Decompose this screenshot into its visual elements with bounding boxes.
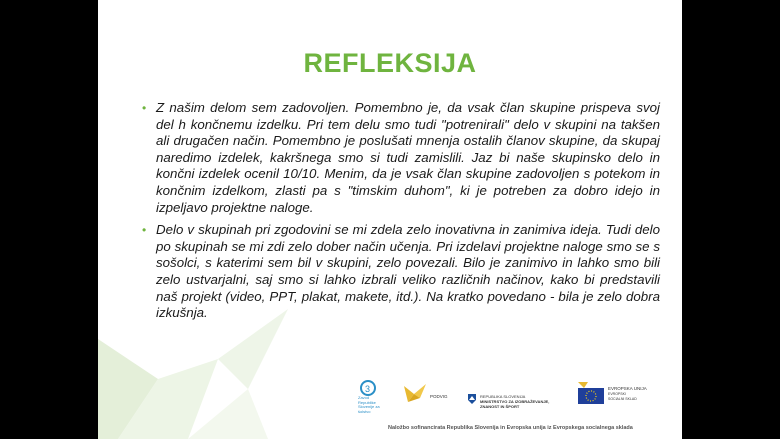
origami-crane-icon: [402, 382, 428, 404]
ministry-line-2: MINISTRSTVO ZA IZOBRAŽEVANJE,: [480, 399, 550, 404]
footer-funding-note: Naložbo sofinancirata Republika Slovenija in Evropska unija iz Evropskega socialnega sklada: [388, 425, 633, 431]
ministry-line-3: ZNANOST IN ŠPORT: [480, 404, 520, 409]
zavod-logo: [358, 380, 398, 414]
ministry-line-1: REPUBLIKA SLOVENIJA: [480, 394, 526, 399]
slide-title: REFLEKSIJA: [303, 48, 477, 78]
eu-flag-icon: [578, 382, 604, 404]
bullet-item: [142, 100, 660, 216]
bullet-dot-icon: •: [142, 223, 147, 238]
podvig-label: PODVIG: [430, 394, 448, 399]
eu-line-3: SOCIALNI SKLAD: [608, 396, 637, 401]
bullet-text: Z našim delom sem zadovoljen. Pomembno je, da vsak član skupine prispeva svoj del h končnemu izdelku. Pri tem delu smo tudi "potrenirali" delo v skupini na takšen ali drugačen način. Pomembno je poslušati mnenja ostalih članov skupine, da skupaj naredimo izdelek, kakršnega smo si tudi zamislili. Jaz bi naše skupinsko delo in končni izdelek ocenil 10/10. Menim, da je vsak član skupine zadovoljen s potekom in končnim izdelkom, zlasti pa s "timskim duhom", ki je potreben za dobro idejo in izpeljavo projektne naloge.: [156, 100, 660, 215]
eu-line-1: EVROPSKA UNIJA: [608, 386, 647, 391]
bullet-dot-icon: •: [142, 101, 147, 115]
zavod-icon: [360, 380, 376, 396]
slide: [98, 0, 682, 439]
slovenia-coat-of-arms-icon: [468, 394, 476, 404]
podvig-logo: [402, 382, 448, 409]
bullet-list: [142, 100, 660, 328]
bullet-text: Delo v skupinah pri zgodovini se mi zdela zelo inovativna in zanimiva ideja. Tudi delo po skupinah se mi zdi zelo dober način učenja. Pri izdelavi projektne naloge smo se s sošolci, s katerimi sem bil v skupini, zelo povezali. Bilo je zanimivo in lahko smo bili zelo ustvarjalni, saj smo si lahko izbrali veliko različnih načinov, kako bi predstavili naš projekt (video, PPT, plakat, makete, itd.). Na kratko povedano - bila je zelo dobra izkušnja.: [156, 222, 660, 321]
bullet-item: [142, 222, 660, 322]
eu-logo: [578, 382, 647, 409]
zavod-label: Zavod Republike Slovenije za šolstvo: [358, 395, 380, 414]
eu-line-2: EVROPSKI: [608, 392, 626, 396]
logo-strip: [358, 380, 678, 420]
svg-text:3: 3: [365, 384, 371, 394]
